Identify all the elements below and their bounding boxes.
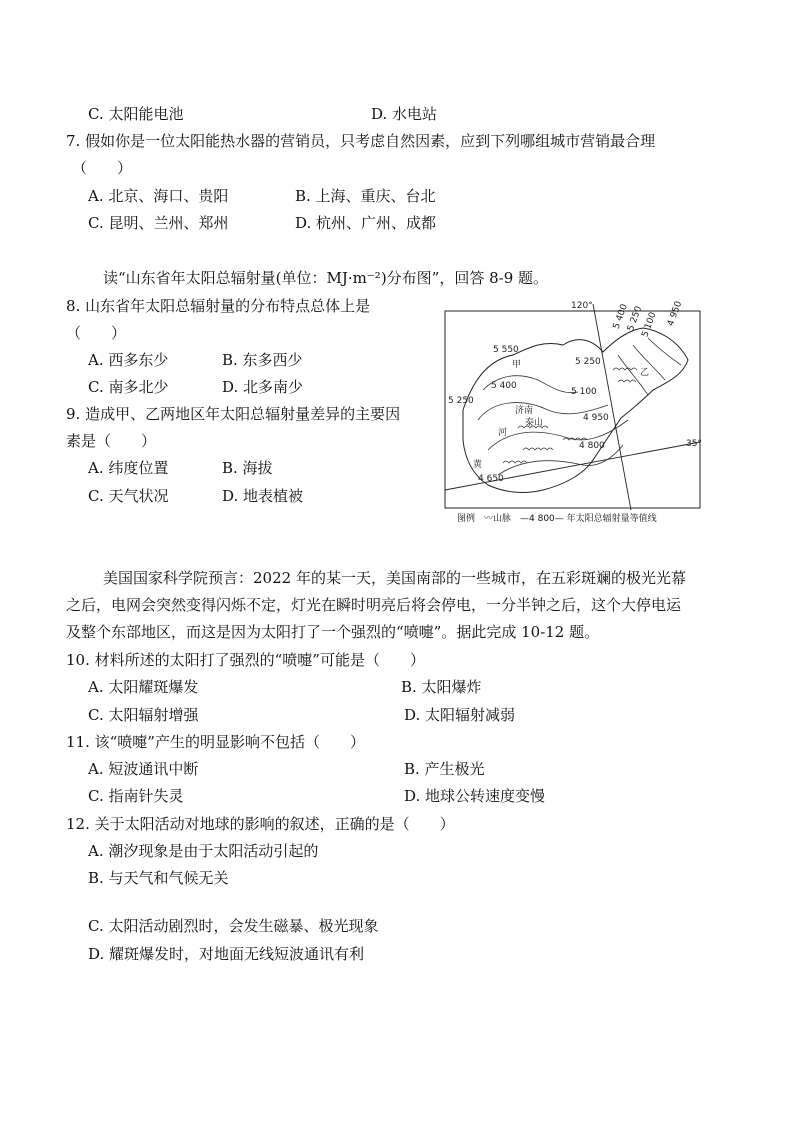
passage-line1: 美国国家科学院预言：2022 年的某一天，美国南部的一些城市，在五彩斑斓的极光光幕 [103,569,686,587]
q11-option-b: B. 产生极光 [404,760,485,778]
q8-option-a: A. 西多东少 [88,351,169,369]
q8-option-d: D. 北多南少 [222,378,304,396]
map-contour-label: 5 400 [491,381,517,391]
q9-stem-line1: 9. 造成甲、乙两地区年太阳总辐射量差异的主要因 [66,405,401,423]
q6-option-d: D. 水电站 [371,105,438,123]
q7-stem: 7. 假如你是一位太阳能热水器的营销员，只考虑自然因素，应到下列哪组城市营销最合理 [66,132,656,150]
q12-option-b: B. 与天气和气候无关 [88,869,229,887]
q12-option-a: A. 潮汐现象是由于太阳活动引起的 [88,842,319,860]
q11-stem: 11. 该“喷嚏”产生的明显影响不包括（ ） [66,733,365,751]
q10-option-c: C. 太阳辐射增强 [88,706,199,724]
q12-stem: 12. 关于太阳活动对地球的影响的叙述，正确的是（ ） [66,815,455,833]
map-place-he: 河 [498,428,508,438]
q11-option-d: D. 地球公转速度变慢 [404,787,546,805]
q10-stem: 10. 材料所述的太阳打了强烈的“喷嚏”可能是（ ） [66,651,425,669]
map-contour-label: 4 650 [478,474,504,484]
q9-option-b: B. 海拔 [222,459,273,477]
map-contour-label: 5 100 [571,387,597,397]
passage-line3: 及整个东部地区，而这是因为太阳打了一个强烈的“喷嚏”。据此完成 10-12 题。 [66,623,600,641]
q8-stem: 8. 山东省年太阳总辐射量的分布特点总体上是 [66,297,371,315]
map-place-jinan: 济南 [515,406,534,416]
map-contour-label: 5 100 [640,311,659,339]
map-contour-label: 4 950 [666,300,685,328]
map-place-jia: 甲 [512,360,522,370]
q8-answer-blank: （ ） [66,324,127,342]
map-place-taishan: 泰山 [525,418,544,428]
map-intro: 读“山东省年太阳总辐射量(单位：MJ·m⁻²)分布图”，回答 8-9 题。 [103,269,549,287]
q8-option-c: C. 南多北少 [88,378,169,396]
map-contour-label: 5 250 [448,396,474,406]
q9-option-c: C. 天气状况 [88,487,169,505]
map-legend: 图例 〰山脉 —4 800— 年太阳总辐射量等值线 [457,514,657,524]
q10-option-a: A. 太阳耀斑爆发 [88,678,199,696]
map-contour-label: 4 800 [579,441,605,451]
map-contour-label: 5 250 [575,357,601,367]
map-lat-label: 35° [686,439,702,449]
q11-option-a: A. 短波通讯中断 [88,760,199,778]
map-contour-label: 5 250 [626,304,645,333]
passage-line2: 之后，电网会突然变得闪烁不定，灯光在瞬时明亮后将会停电，一分半钟之后，这个大停电运 [66,596,682,614]
q7-option-c: C. 昆明、兰州、郑州 [88,214,229,232]
q7-answer-blank: （ ） [72,159,133,177]
q8-option-b: B. 东多西少 [222,351,303,369]
q11-option-c: C. 指南针失灵 [88,787,184,805]
q7-option-b: B. 上海、重庆、台北 [295,187,436,205]
map-contour-label: 5 400 [611,302,630,331]
q12-option-d: D. 耀斑爆发时，对地面无线短波通讯有利 [88,945,365,963]
map-place-yi: 乙 [640,368,650,378]
q6-option-c: C. 太阳能电池 [88,105,184,123]
q12-option-c: C. 太阳活动剧烈时，会发生磁暴、极光现象 [88,917,379,935]
q7-option-d: D. 杭州、广州、成都 [295,214,437,232]
q10-option-d: D. 太阳辐射减弱 [404,706,516,724]
map-contour-label: 4 950 [583,413,609,423]
map-place-huang: 黄 [473,460,483,470]
shandong-radiation-map [443,300,703,530]
q9-option-d: D. 地表植被 [222,487,304,505]
q10-option-b: B. 太阳爆炸 [401,678,482,696]
map-lon-label: 120° [571,301,593,311]
q7-option-a: A. 北京、海口、贵阳 [88,187,229,205]
q9-option-a: A. 纬度位置 [88,459,169,477]
q9-stem-line2: 素是（ ） [66,432,157,450]
map-contour-label: 5 550 [493,345,519,355]
